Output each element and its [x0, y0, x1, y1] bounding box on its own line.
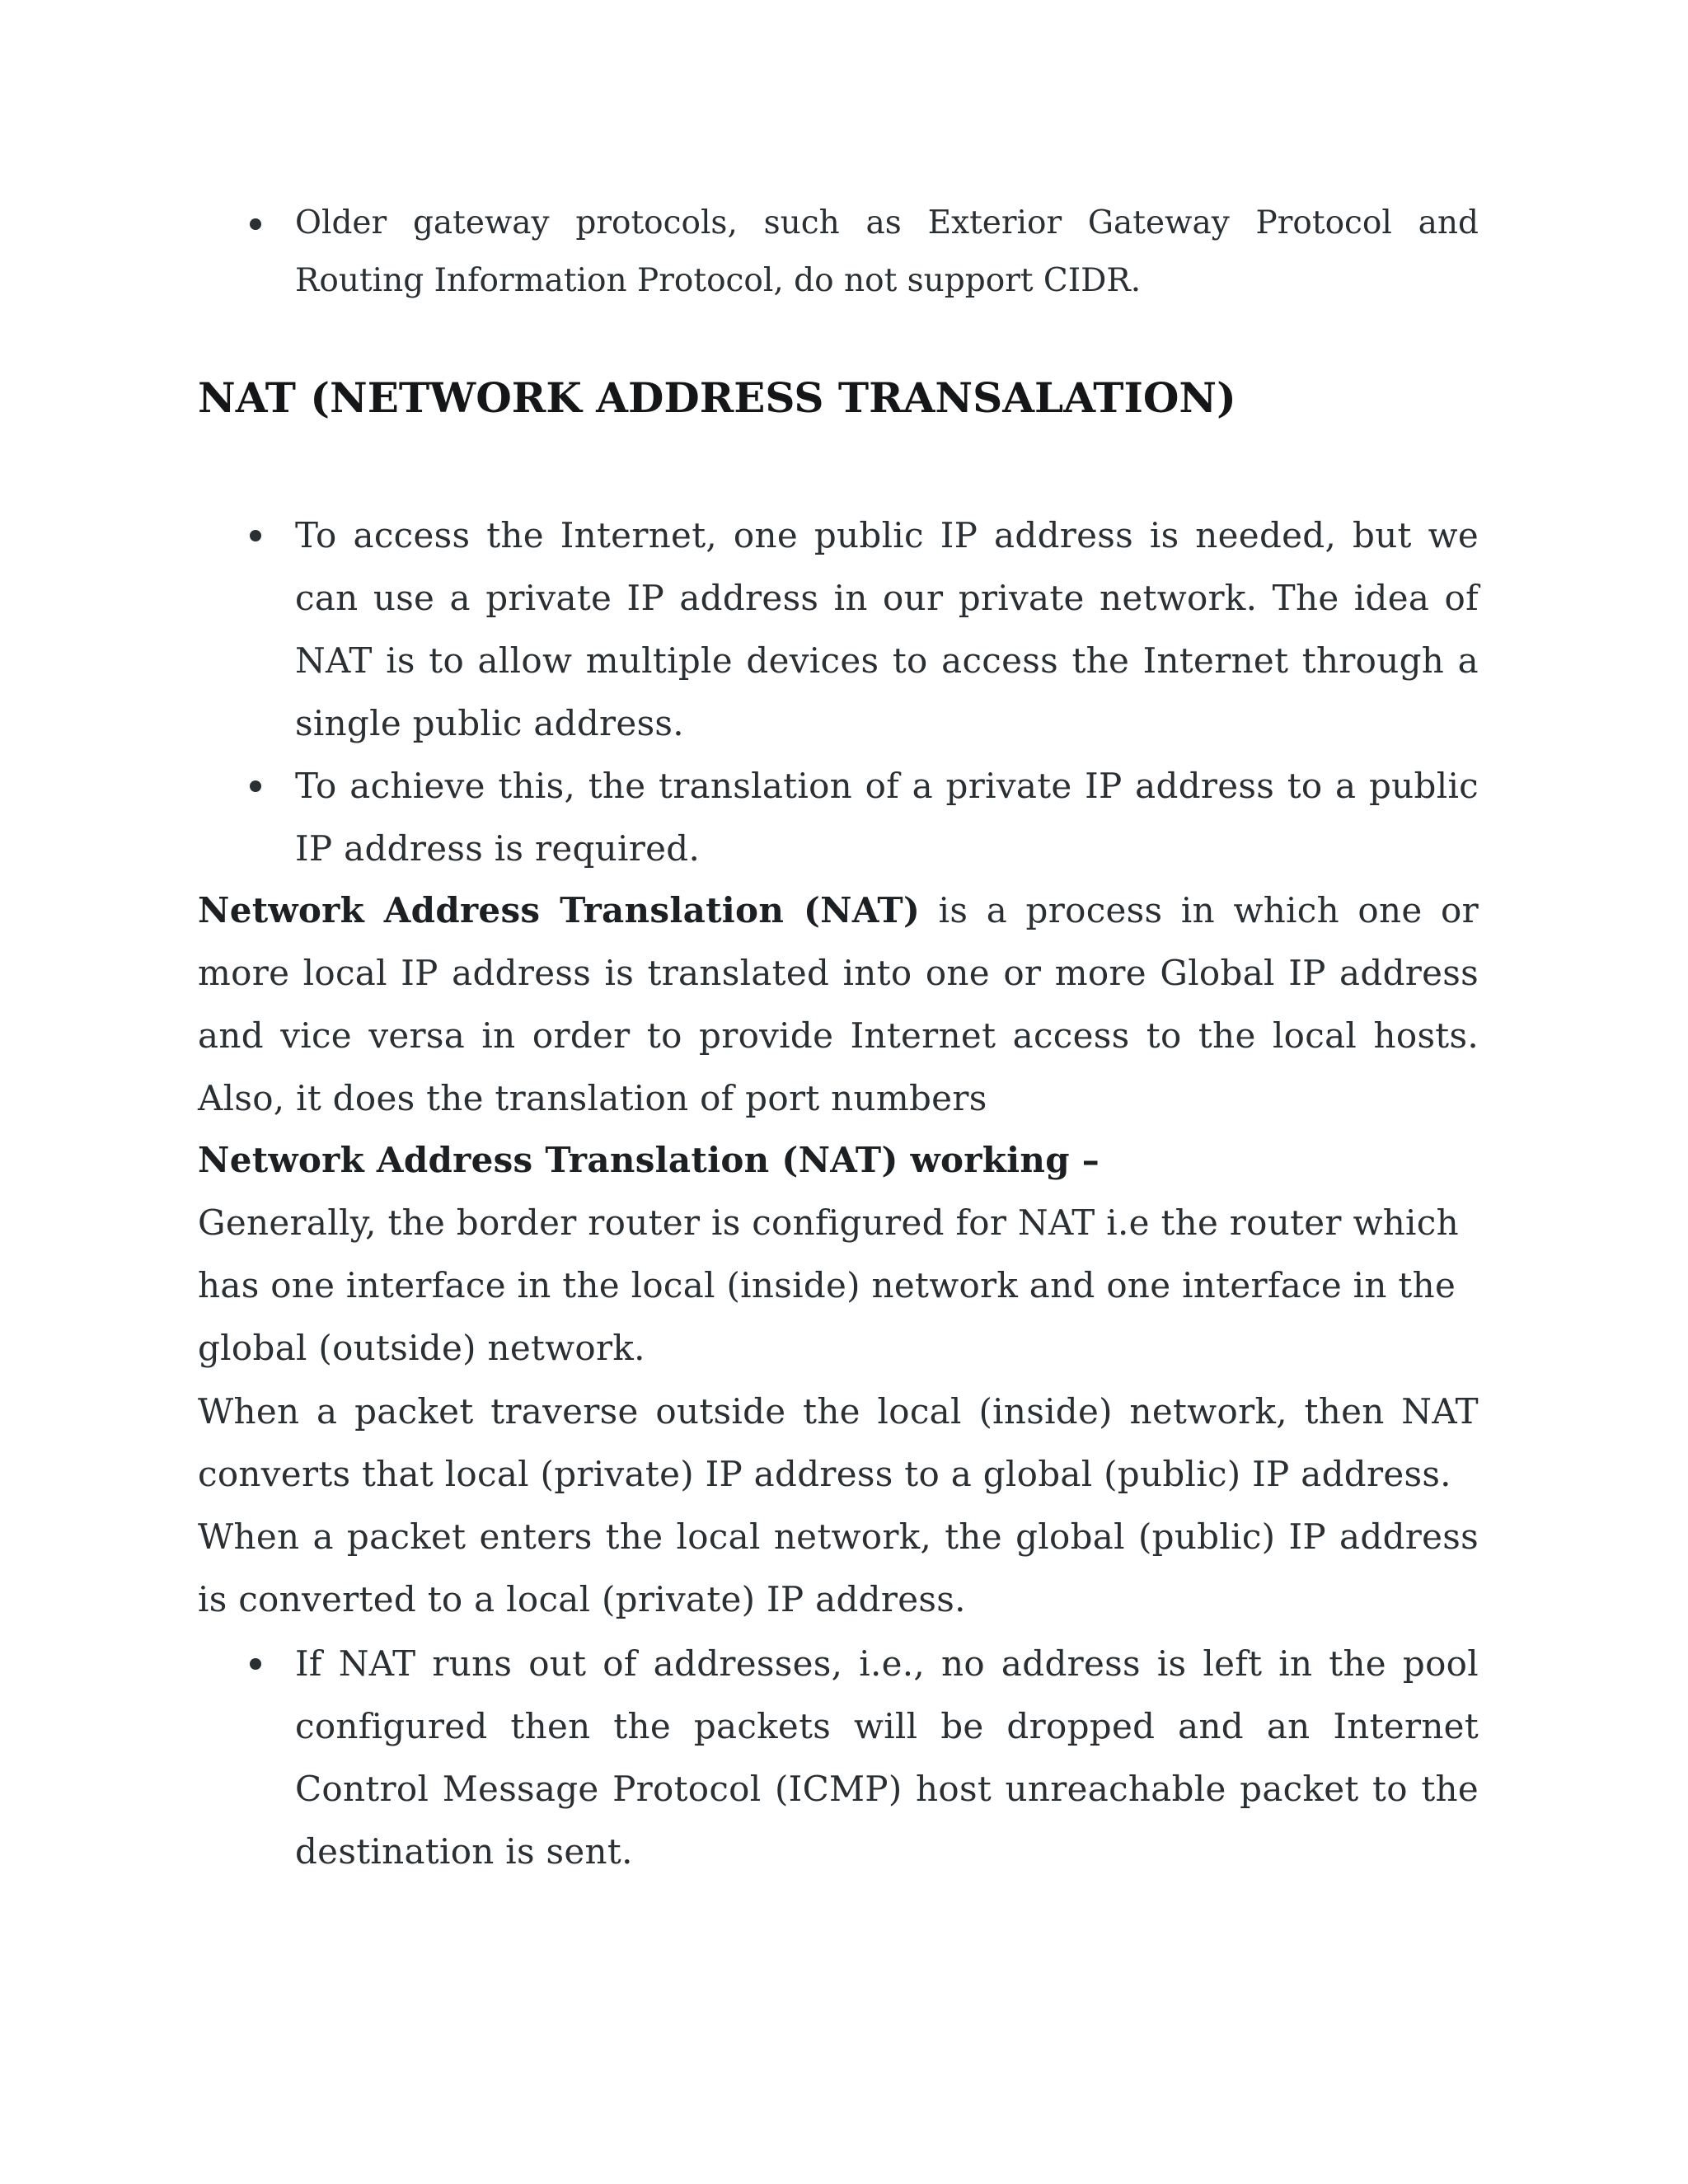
list-item: To access the Internet, one public IP address is needed, but we can use a private IP address in our private network. The idea of NAT is to allow multiple devices to access the Internet through a single public address. — [198, 504, 1479, 755]
list-item: To achieve this, the translation of a private IP address to a public IP address is required. — [198, 755, 1479, 880]
address-exhaustion-bullet-list — [198, 1633, 1479, 1883]
cidr-bullet-list — [198, 194, 1479, 310]
definition-term: Network Address Translation (NAT) — [198, 890, 921, 930]
nat-working-heading: Network Address Translation (NAT) working – — [198, 1140, 1100, 1180]
list-item: If NAT runs out of addresses, i.e., no address is left in the pool configured then the packets will be dropped and an Internet Control Message Protocol (ICMP) host unreachable packet to the destination is sent. — [198, 1633, 1479, 1883]
border-router-paragraph: Generally, the border router is configured for NAT i.e the router which has one interface in the local (inside) network and one interface in the global (outside) network. — [198, 1202, 1459, 1368]
definition-text: is a process in which one or more local IP address is translated into one or more Global IP address and vice versa in order to provide Internet access to the local hosts. Also, it does the translation of port numbers — [198, 890, 1479, 1118]
section-heading: NAT (NETWORK ADDRESS TRANSALATION) — [198, 373, 1236, 422]
inbound-packet-paragraph: When a packet enters the local network, the global (public) IP address is converted to a local (private) IP address. — [198, 1516, 1479, 1619]
nat-definition-paragraph — [198, 879, 1479, 1130]
outbound-packet-paragraph: When a packet traverse outside the local (inside) network, then NAT converts that local (private) IP address to a global (public) IP address. — [198, 1391, 1479, 1494]
nat-bullet-list — [198, 504, 1479, 880]
list-item: Older gateway protocols, such as Exterior Gateway Protocol and Routing Information Protocol, do not support CIDR. — [198, 194, 1479, 310]
